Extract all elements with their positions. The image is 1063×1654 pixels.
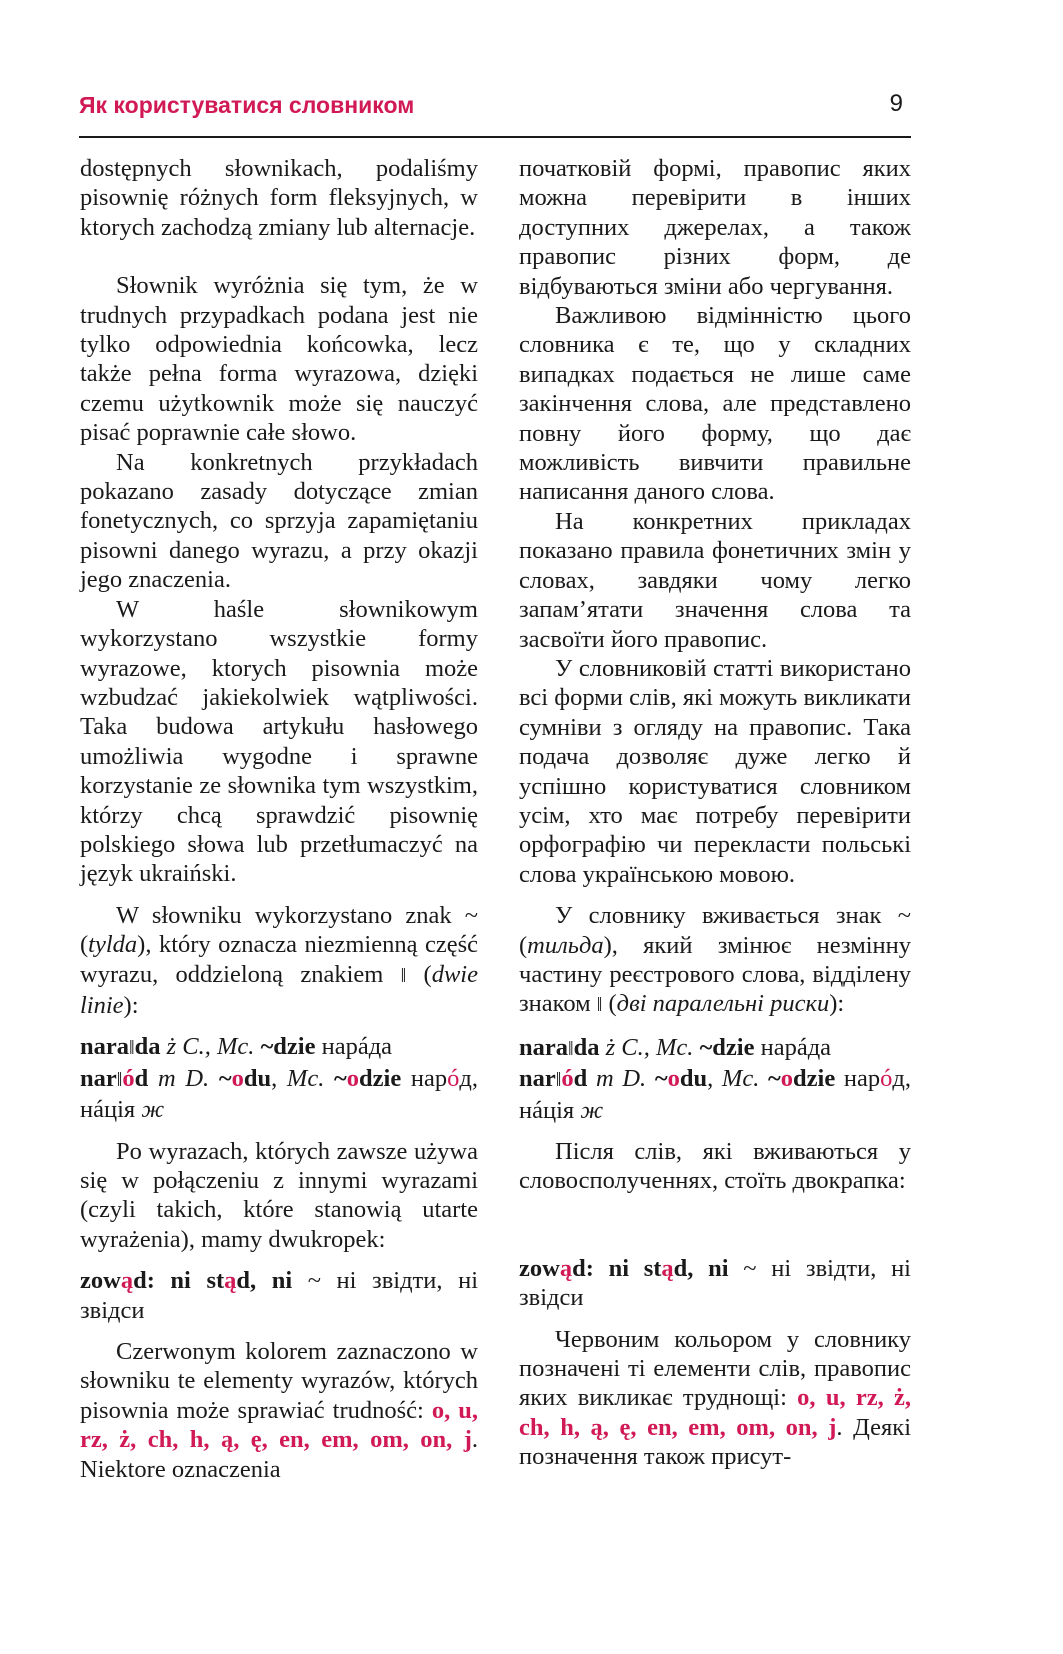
paragraph: Важливою відмінністю цього словника є те, що у складних випадках подається не лише саме закінчення слова, але представлено повну його форму, що дає можливість вивчити правильне написання даного слова. (519, 302, 911, 506)
headword: nar (519, 1065, 556, 1093)
right-column (519, 154, 911, 1472)
headword: d: ni st (572, 1254, 662, 1282)
highlight: ą (559, 1254, 573, 1282)
separator-mark: ‖ (555, 1069, 562, 1092)
highlight: ó (880, 1065, 893, 1093)
text: ( (602, 990, 617, 1018)
header-rule (79, 136, 911, 138)
text-italic: тильда (527, 931, 604, 959)
grammar-label: m D. (587, 1065, 655, 1093)
headword: nara (519, 1033, 568, 1061)
highlight: o (231, 1064, 244, 1092)
paragraph: Після слів, які вживаються у словосполученнях, стоїть двокрапка: (519, 1138, 911, 1195)
highlight: ą (120, 1267, 134, 1295)
grammar-label: Mc. (721, 1065, 769, 1093)
text: . Деякі позначення також присут- (519, 1413, 911, 1471)
text: . Niektore oznaczenia (80, 1426, 478, 1483)
translation: д, нáція (519, 1065, 911, 1124)
headword: da (134, 1033, 161, 1061)
headword: da (573, 1033, 600, 1061)
text-italic: дві паралельні риски (616, 990, 830, 1018)
dictionary-example (519, 1033, 911, 1125)
grammar-label: ż C., Mc. (599, 1033, 700, 1061)
headword: zow (519, 1254, 560, 1282)
paragraph: Po wyrazach, których zawsze używa się w połączeniu z innymi wyrazami (czyli takich, które stanowią utarte wyrażenia), mamy dwukropek: (80, 1137, 478, 1253)
dictionary-example (80, 1032, 478, 1124)
translation: ~ ні звідти, ні звідси (80, 1267, 478, 1324)
word-form: ~ (654, 1065, 668, 1093)
paragraph: Słownik wyróżnia się tym, że w trudnych przypadkach podana jest nie tylko odpowiednia końcowka, lecz także pełna forma wyrazowa, dzięki czemu użytkownik może się nauczyć pisać poprawnie całe słowo. (80, 272, 478, 447)
highlight: ą (224, 1267, 237, 1295)
highlight: ó (122, 1064, 135, 1092)
paragraph: На конкретних прикладах показано правила фонетичних змін у словах, завдяки чому легко запам’ятати значення слова та засвоїти його правопис. (519, 507, 911, 653)
grammar-label: ж (580, 1096, 604, 1124)
separator-mark: ‖ (129, 1037, 135, 1060)
dictionary-example (80, 1266, 478, 1325)
text: ): (829, 990, 845, 1018)
headword: d: ni st (133, 1267, 225, 1295)
text-italic: tylda (88, 931, 138, 959)
paragraph-tilde (80, 901, 478, 1021)
headword: d (573, 1065, 588, 1093)
dictionary-example (519, 1254, 911, 1313)
text: Czerwonym kolorem zaznaczono w słowniku te elementy wyrazów, których pisownia może sprawiać trudność: (80, 1338, 478, 1424)
word-form: dzie (359, 1064, 402, 1092)
text: , (271, 1064, 287, 1092)
text: ( (406, 960, 432, 988)
word-form: dzie (793, 1065, 836, 1093)
grammar-label: m D. (148, 1064, 219, 1092)
word-form: ~dzie (260, 1033, 316, 1061)
headword: d, ni (673, 1254, 729, 1282)
text: ): (123, 991, 139, 1019)
page-title: Як користуватися словником (79, 92, 415, 118)
translation: нарáда (315, 1033, 393, 1061)
word-form: ~ (768, 1065, 781, 1093)
translation: нарáда (754, 1033, 832, 1061)
translation: ~ ні звідти, ні звідси (519, 1254, 911, 1312)
separator-mark: ‖ (116, 1068, 123, 1091)
highlight: ą (661, 1254, 674, 1282)
page-header (79, 88, 911, 132)
page-number: 9 (889, 90, 903, 117)
paragraph: dostępnych słownikach, podaliśmy pisownię różnych form fleksyjnych, w ktorych zachodzą zmiany lub alternacje. (80, 155, 478, 241)
word-form: ~ (334, 1064, 347, 1092)
highlight-list: o, u, rz, ż, ch, h, ą, ę, en, em, om, on, j (519, 1384, 912, 1441)
text: ), який змінює незмінну частину реєстрового слова, відділену знаком (519, 931, 911, 1018)
text: W słowniku wykorzystano znak ~ ( (80, 901, 478, 959)
word-form: ~ (218, 1064, 232, 1092)
left-column (80, 154, 478, 1484)
headword: zow (80, 1267, 121, 1295)
grammar-label: Mc. (286, 1064, 335, 1092)
translation: д, нáція (80, 1064, 478, 1124)
text: У словнику вживається знак ~ ( (519, 902, 911, 959)
text: ), który oznacza niezmienną część wyrazu, oddzieloną znakiem (80, 931, 478, 988)
headword: nara (80, 1033, 129, 1061)
highlight: o (667, 1065, 680, 1093)
paragraph: W haśle słownikowym wykorzystano wszystkie formy wyrazowe, ktorych pisownia może wzbudzać jakiekolwiek wątpliwości. Taka budowa artykułu hasłowego umożliwia wygodne i sprawne korzystanie ze słownika tym wszystkim, którzy chcą sprawdzić pisownię polskiego słowa lub przetłumaczyć na język ukraiński. (80, 595, 478, 888)
highlight-list: o, u, rz, ż, ch, h, ą, ę, en, em, om, on, j (80, 1396, 478, 1454)
highlight: ó (561, 1065, 574, 1093)
separator-mark: ‖ (568, 1037, 574, 1060)
separator-mark: ‖ (596, 994, 603, 1017)
headword: nar (80, 1064, 117, 1092)
grammar-label: ż C., Mc. (160, 1033, 261, 1061)
translation: нар (401, 1064, 448, 1092)
word-form: ~dzie (699, 1033, 755, 1061)
text: , (707, 1065, 722, 1093)
highlight: ó (447, 1064, 460, 1092)
headword: d (134, 1064, 149, 1092)
paragraph: початковій формі, правопис яких можна перевірити в інших доступних джерелах, а також правопис різних форм, де відбуваються зміни або чергування. (519, 155, 911, 300)
word-form: du (243, 1064, 272, 1092)
highlight: o (346, 1064, 360, 1092)
highlight: o (780, 1065, 794, 1093)
grammar-label: ж (141, 1096, 165, 1124)
separator-mark: ‖ (400, 964, 407, 987)
paragraph-tilde (519, 901, 911, 1021)
translation: нар (835, 1065, 881, 1093)
word-form: du (679, 1065, 708, 1093)
text-italic: dwie linie (80, 960, 478, 1019)
paragraph (80, 1337, 478, 1484)
headword: d, ni (236, 1267, 293, 1295)
paragraph (519, 1325, 911, 1472)
text: Червоним кольором у словнику позначені ті елементи слів, правопис яких викликає труднощі: (519, 1325, 911, 1412)
paragraph: Na konkretnych przykładach pokazano zasady dotyczące zmian fonetycznych, co sprzyja zapamiętaniu pisowni danego wyrazu, a przy okazji jego znaczenia. (80, 448, 478, 594)
paragraph: У словниковій статті використано всі форми слів, які можуть викликати сумніви з огляду на правопис. Така подача дозволяє дуже легко й успішно користуватися словником усім, хто має потребу перевірити орфографію чи перекласти польські слова українською мовою. (519, 654, 911, 888)
